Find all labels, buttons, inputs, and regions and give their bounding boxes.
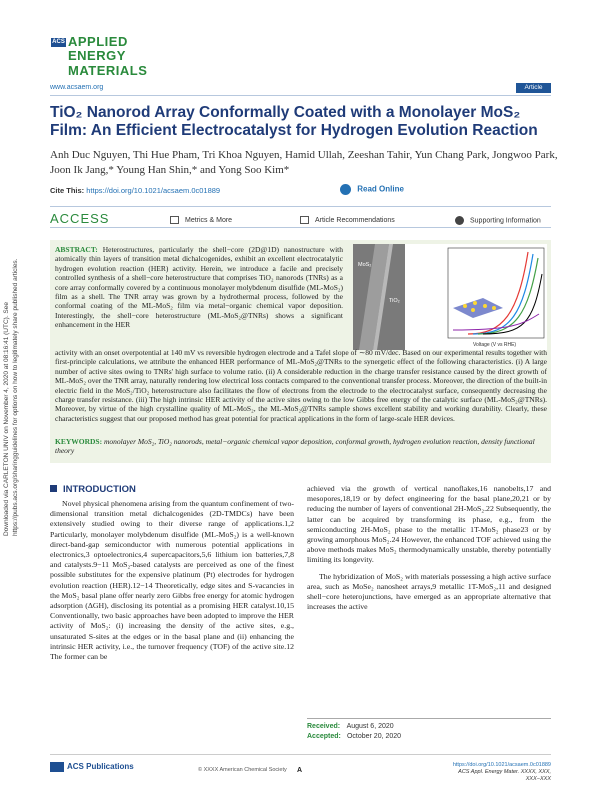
acs-publications-logo[interactable] <box>50 762 134 772</box>
download-sidebar <box>3 236 29 536</box>
accepted-label: Accepted: <box>307 733 341 740</box>
abstract-part2: activity with an onset overpotential at 140 mV vs reversible hydrogen electrode and a Tafel slope of ∼80 mV/dec. Based on our experimental results together with first-principle calculations, we attribute the enhanced HER performance of ML-MoS₂@TNRs to the synergetic effect of the following characteristics. (i) A large number of active sites owing to TNRs' high surface to volume ratio. (ii) A considerable reduction in the charge transfer resistance caused by the direct growth of ML-MoS₂ over the TNR array, naturally rendering low electrical loss contacts compared to the conventional transfer process. Moreover, the direction of the built-in electric field in the MoS₂/TiO₂ heterostructure also facilitates the flow of electrons from the electrode to the electrocatalyst surface, consequently decreasing the charge transfer resistance. (iii) The high intrinsic HER activity of the active sites owing to the low Gibbs free energy of the catalytic surface (ML-MoS₂@TNRs). Moreover, by virtue of the high crystalline quality of ML-MoS₂, the ML-MoS₂@TNRs sample shows excellent stability and working durability. Clearly, these characteristics suggest that our proposed method has great potential for practical applications in the form of large-scale HER devices. <box>55 348 547 423</box>
toc-graphic <box>353 244 547 350</box>
metrics-label: Metrics & More <box>185 216 233 224</box>
page-number: A <box>297 767 303 774</box>
intro-column-2 <box>307 484 551 612</box>
article-recommendations-link[interactable] <box>300 216 395 224</box>
cite-doi-link[interactable]: https://doi.org/10.1021/acsaem.0c01889 <box>86 186 221 195</box>
cite-this <box>50 186 220 195</box>
journal-logo[interactable] <box>51 34 201 78</box>
intro-heading <box>50 484 136 495</box>
intro-heading-text: INTRODUCTION <box>63 484 136 495</box>
keywords-text: monolayer MoS₂, TiO₂ nanorods, metal−organic chemical vapor deposition, conformal growth, hydrogen evolution reaction, density functional theory <box>55 437 535 456</box>
journal-url[interactable]: www.acsaem.org <box>50 84 104 91</box>
read-online-label: Read Online <box>357 184 404 194</box>
author-list: Anh Duc Nguyen, Thi Hue Pham, Tri Khoa Nguyen, Hamid Ullah, Zeeshan Tahir, Yun Chang Park, Jongwoo Park, Joon Ik Jang,* Young Han Shin,* and Yong Soo Kim* <box>50 149 558 176</box>
received-accepted <box>307 718 551 742</box>
footer-citation: ACS Appl. Energy Mater. XXXX, XXX, XXX−XXX <box>458 769 551 782</box>
read-online-icon <box>340 184 351 195</box>
acs-logo-icon <box>50 762 64 772</box>
footer-doi <box>440 762 551 783</box>
read-online-link[interactable] <box>340 184 404 195</box>
document-icon <box>300 216 309 224</box>
acs-badge: ACS <box>52 39 65 45</box>
download-note: Downloaded via CARLETON UNIV on November 4, 2020 at 08:16:41 (UTC). See https://pubs.acs.org/sharingguidelines for options on how to legitimately share published articles. <box>3 258 19 536</box>
copyright: © XXXX American Chemical Society <box>198 767 287 773</box>
footer-divider <box>50 754 551 755</box>
cite-label: Cite This: <box>50 186 85 195</box>
received-date: August 6, 2020 <box>346 723 394 730</box>
info-icon <box>455 216 464 225</box>
tio2-label: TiO₂ <box>389 298 400 304</box>
accepted-date: October 20, 2020 <box>346 733 402 740</box>
supporting-info-link[interactable] <box>455 216 541 225</box>
keywords <box>55 437 547 456</box>
recommendations-label: Article Recommendations <box>315 216 395 224</box>
access-label: ACCESS <box>50 211 110 226</box>
journal-name-line1: APPLIED <box>68 34 128 49</box>
article-type-badge: Article <box>516 83 551 93</box>
intro-col2-para2: The hybridization of MoS₂ with materials possessing a high active surface area, such as MoSe₂ nanosheet arrays,9 metallic 1T-MoS₂,11 and designed shell−core heterojunctions, have emerged as an appropriate alternative that increases the active <box>307 571 551 612</box>
section-square-icon <box>50 485 57 492</box>
footer-doi-link[interactable]: https://doi.org/10.1021/acsaem.0c01889 <box>452 762 551 768</box>
mos2-label: MoS₂ <box>358 262 372 268</box>
keywords-label: KEYWORDS: <box>55 437 103 446</box>
received-label: Received: <box>307 723 341 730</box>
metrics-link[interactable] <box>170 216 232 224</box>
abstract-part1 <box>55 245 343 330</box>
intro-col2-para1: achieved via the growth of vertical nanoflakes,16 nanobelts,17 and mesopores,18,19 or by defect engineering for the basal plane,20,21 or by reducing the number of layers of conventional 2H-MoS₂.22 Subsequently, the latter can be acquired by transforming its phase, e.g., from the semiconducting 2H-MoS₂ phase to the metallic 1T-MoS₂ phase23 or by growing amorphous MoS₂.24 However, the enhanced TOF achieved using the above methods makes MoS₂ thermodynamically unstable, thereby potentially limiting its longevity. <box>307 484 551 565</box>
abstract-label: ABSTRACT: <box>55 245 98 254</box>
article-title: TiO₂ Nanorod Array Conformally Coated with a Monolayer MoS₂ Film: An Efficient Electrocatalyst for Hydrogen Evolution Reaction <box>50 104 538 139</box>
plot-xlabel: Voltage (V vs RHE) <box>473 342 517 348</box>
journal-name-line2: ENERGY MATERIALS <box>68 48 148 78</box>
abstract-text1: Heterostructures, particularly the shell−core (2D@1D) nanostructure with atomically thin layers of transition metal dichalcogenides, exhibit an excellent electrocatalytic hydrogen evolution reaction (HER) activity. Herein, we introduce a facile and precisely controlled synthesis of a shell−core heterostructure that comprises TiO₂ nanorods (TNRs) as a core array conformally covered by a continuous monolayer molybdenum disulfide (ML-MoS₂) film as a shell. The TNR array was grown by a hydrothermal process, followed by the conformal coating of the ML-MoS₂ film via metal−organic chemical vapor deposition. Interestingly, the shell−core heterostructure (ML-MoS₂@TNRs) shows a significant enhancement in the HER <box>55 245 343 330</box>
supporting-label: Supporting Information <box>470 217 541 225</box>
publisher-name: ACS Publications <box>67 762 134 772</box>
intro-column-1: Novel physical phenomena arising from the quantum confinement of two-dimensional transition metal dichalcogenides (2D-TMDCs) have been extensively studied owing to their diverse range of applications.1,2 Particularly, monolayer molybdenum disulfide (ML-MoS₂) is a well-known direct-band-gap semiconductor with numerous potential applications in electronics,3 optoelectronics,4 supercapacitors,5,6 lithium ion batteries,7,8 and catalysts.9−11 MoS₂-based catalysts are perceived as one of the finest possible substitutes for the expensive platinum (Pt) electrodes for hydrogen evolution reaction (HER).12−14 Theoretically, edge sites and S-vacancies in the MoS₂ basal plane offer nearly zero Gibbs free energy for atomic hydrogen adsorption (ΔGH), disclosing its potential as a promising HER catalyst.10,15 Conventionally, two basic approaches have been adopted to improve the HER activity of MoS₂: (i) increasing the density of the active sites, e.g., unsaturated S-sites at the edges or in the basal plane and (ii) enhancing the intrinsic HER activity, i.e., the turnover frequency (TOF) of the active site.12 The former can be <box>50 499 294 662</box>
bar-chart-icon <box>170 216 179 224</box>
header-divider <box>50 95 551 96</box>
